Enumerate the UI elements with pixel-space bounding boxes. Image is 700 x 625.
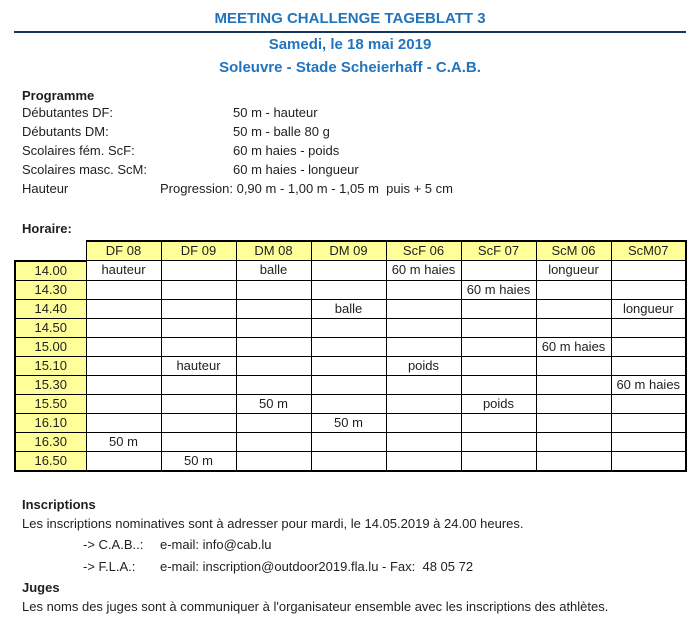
table-row [15, 432, 686, 451]
schedule-cell [386, 413, 461, 432]
schedule-cell [461, 413, 536, 432]
column-header: ScF 07 [461, 241, 536, 261]
programme-list [14, 103, 686, 179]
schedule-cell [536, 394, 611, 413]
schedule-cell [311, 432, 386, 451]
schedule-cell: hauteur [86, 261, 161, 281]
schedule-cell: 60 m haies [611, 375, 686, 394]
table-row [15, 413, 686, 432]
contact-org: -> C.A.B..: [83, 536, 144, 552]
schedule-cell [311, 280, 386, 299]
schedule-cell [611, 451, 686, 471]
programme-value: 60 m haies - poids [233, 143, 340, 158]
programme-label: Scolaires fém. ScF: [22, 143, 135, 158]
programme-value: 50 m - balle 80 g [233, 124, 330, 139]
schedule-cell [236, 356, 311, 375]
schedule-cell: balle [311, 299, 386, 318]
time-cell: 15.10 [15, 356, 86, 375]
schedule-cell [86, 451, 161, 471]
schedule-cell [461, 356, 536, 375]
contact-detail: e-mail: inscription@outdoor2019.fla.lu - Fax: 48 05 72 [160, 558, 474, 574]
schedule-cell: 60 m haies [386, 261, 461, 281]
schedule-cell [311, 451, 386, 471]
time-cell: 14.40 [15, 299, 86, 318]
column-header: DM 09 [311, 241, 386, 261]
schedule-cell [161, 318, 236, 337]
page-title: MEETING CHALLENGE TAGEBLATT 3 [214, 10, 486, 27]
horaire-heading: Horaire: [22, 221, 72, 236]
schedule-cell [611, 261, 686, 281]
schedule-cell [611, 356, 686, 375]
schedule-cell [461, 375, 536, 394]
column-header: ScM07 [611, 241, 686, 261]
schedule-cell [461, 451, 536, 471]
contact-detail: e-mail: info@cab.lu [160, 536, 272, 552]
corner-cell [15, 241, 86, 261]
juges-heading: Juges [22, 579, 60, 595]
time-cell: 15.00 [15, 337, 86, 356]
schedule-cell: 60 m haies [536, 337, 611, 356]
schedule-cell [161, 299, 236, 318]
contact-row [14, 556, 686, 578]
schedule-table [14, 240, 687, 472]
column-header: ScM 06 [536, 241, 611, 261]
schedule-cell: balle [236, 261, 311, 281]
schedule-cell [461, 318, 536, 337]
schedule-cell [536, 451, 611, 471]
schedule-cell: hauteur [161, 356, 236, 375]
column-header: DM 08 [236, 241, 311, 261]
schedule-cell [236, 413, 311, 432]
schedule-cell [536, 432, 611, 451]
schedule-cell [86, 413, 161, 432]
programme-value: Progression: 0,90 m - 1,00 m - 1,05 m puis + 5 cm [160, 181, 453, 196]
time-cell: 16.10 [15, 413, 86, 432]
event-date: Samedi, le 18 mai 2019 [268, 36, 432, 53]
schedule-cell [236, 299, 311, 318]
contact-row [14, 534, 686, 556]
schedule-cell [311, 394, 386, 413]
schedule-cell [611, 394, 686, 413]
programme-heading: Programme [22, 88, 95, 103]
inscriptions-heading: Inscriptions [22, 496, 96, 512]
programme-item-hauteur [14, 179, 686, 198]
schedule-cell [311, 356, 386, 375]
programme-item [14, 103, 686, 122]
schedule-cell [461, 261, 536, 281]
schedule-cell [386, 280, 461, 299]
schedule-cell: poids [386, 356, 461, 375]
schedule-cell [236, 451, 311, 471]
schedule-cell [161, 375, 236, 394]
title-divider [14, 31, 686, 33]
event-location: Soleuvre - Stade Scheierhaff - C.A.B. [219, 59, 481, 76]
time-cell: 16.50 [15, 451, 86, 471]
schedule-cell [536, 413, 611, 432]
schedule-cell [386, 432, 461, 451]
schedule-cell: poids [461, 394, 536, 413]
programme-label: Hauteur [22, 181, 69, 196]
schedule-cell: 50 m [86, 432, 161, 451]
schedule-cell [386, 451, 461, 471]
schedule-cell [86, 299, 161, 318]
column-header: ScF 06 [386, 241, 461, 261]
programme-value: 50 m - hauteur [233, 105, 318, 120]
schedule-cell [161, 432, 236, 451]
schedule-cell [86, 375, 161, 394]
programme-label: Débutantes DF: [22, 105, 114, 120]
schedule-cell [236, 280, 311, 299]
schedule-cell [611, 318, 686, 337]
column-header: DF 08 [86, 241, 161, 261]
schedule-cell [611, 280, 686, 299]
schedule-cell [236, 375, 311, 394]
schedule-cell: 60 m haies [461, 280, 536, 299]
table-row [15, 394, 686, 413]
contact-org: -> F.L.A.: [83, 558, 136, 574]
programme-value: 60 m haies - longueur [233, 162, 359, 177]
schedule-cell [161, 337, 236, 356]
schedule-cell [161, 280, 236, 299]
schedule-cell [86, 356, 161, 375]
schedule-cell: 50 m [236, 394, 311, 413]
schedule-cell [161, 261, 236, 281]
schedule-cell [161, 394, 236, 413]
schedule-cell [461, 432, 536, 451]
time-cell: 14.00 [15, 261, 86, 281]
table-row [15, 375, 686, 394]
schedule-cell [536, 280, 611, 299]
schedule-header-row [15, 241, 686, 261]
schedule-cell [611, 432, 686, 451]
schedule-cell [236, 337, 311, 356]
table-row [15, 261, 686, 281]
schedule-cell [311, 375, 386, 394]
schedule-cell: 50 m [161, 451, 236, 471]
inscriptions-intro: Les inscriptions nominatives sont à adresser pour mardi, le 14.05.2019 à 24.00 heures. [22, 515, 524, 531]
schedule-cell [236, 432, 311, 451]
time-cell: 14.30 [15, 280, 86, 299]
schedule-cell [611, 337, 686, 356]
column-header: DF 09 [161, 241, 236, 261]
schedule-cell [386, 337, 461, 356]
time-cell: 16.30 [15, 432, 86, 451]
schedule-cell [461, 299, 536, 318]
schedule-cell [386, 299, 461, 318]
time-cell: 15.30 [15, 375, 86, 394]
schedule-cell [536, 356, 611, 375]
table-row [15, 299, 686, 318]
programme-item [14, 122, 686, 141]
schedule-cell [236, 318, 311, 337]
programme-item [14, 160, 686, 179]
time-cell: 15.50 [15, 394, 86, 413]
schedule-cell: longueur [611, 299, 686, 318]
table-row [15, 318, 686, 337]
schedule-cell [386, 318, 461, 337]
schedule-cell [86, 337, 161, 356]
programme-item [14, 141, 686, 160]
schedule-cell [536, 318, 611, 337]
schedule-cell [536, 375, 611, 394]
schedule-cell [386, 375, 461, 394]
schedule-cell: 50 m [311, 413, 386, 432]
juges-text: Les noms des juges sont à communiquer à l'organisateur ensemble avec les inscriptions des athlètes. [22, 598, 609, 614]
schedule-cell [311, 337, 386, 356]
schedule-cell [536, 299, 611, 318]
programme-label: Débutants DM: [22, 124, 109, 139]
schedule-cell [311, 318, 386, 337]
schedule-cell [386, 394, 461, 413]
table-row [15, 337, 686, 356]
schedule-cell [611, 413, 686, 432]
programme-label: Scolaires masc. ScM: [22, 162, 147, 177]
table-row [15, 356, 686, 375]
schedule-cell [161, 413, 236, 432]
schedule-cell [311, 261, 386, 281]
schedule-cell [86, 394, 161, 413]
schedule-cell [86, 318, 161, 337]
time-cell: 14.50 [15, 318, 86, 337]
schedule-cell [461, 337, 536, 356]
schedule-cell [86, 280, 161, 299]
contact-list [14, 534, 686, 578]
table-row [15, 280, 686, 299]
table-row [15, 451, 686, 471]
schedule-cell: longueur [536, 261, 611, 281]
